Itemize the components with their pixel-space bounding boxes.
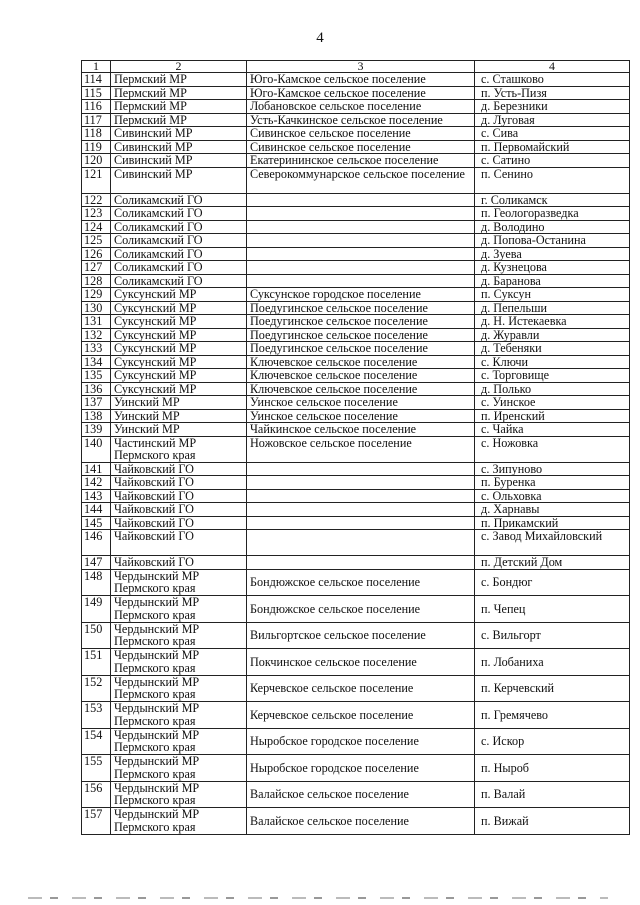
settlement-cell: Поедугинское сельское поселение: [247, 315, 475, 329]
district-cell: Чайковский ГО: [111, 516, 247, 530]
settlement-cell: Суксунское городское поселение: [247, 288, 475, 302]
column-header: 2: [111, 61, 247, 73]
district-cell: Сивинский МР: [111, 140, 247, 154]
locality-cell: с. Завод Михайловский: [475, 530, 630, 556]
district-cell: Соликамский ГО: [111, 220, 247, 234]
row-number-cell: 120: [82, 154, 111, 168]
locality-cell: п. Лобаниха: [475, 649, 630, 676]
row-number-cell: 151: [82, 649, 111, 676]
table-row: [82, 140, 630, 154]
district-cell: Чердынский МР Пермского края: [111, 596, 247, 623]
settlement-cell: [247, 234, 475, 248]
locality-cell: п. Ныроб: [475, 755, 630, 782]
district-cell: Суксунский МР: [111, 369, 247, 383]
row-number-cell: 115: [82, 86, 111, 100]
locality-cell: г. Соликамск: [475, 193, 630, 207]
settlement-cell: Валайское сельское поселение: [247, 808, 475, 835]
table-row: [82, 247, 630, 261]
row-number-cell: 140: [82, 436, 111, 462]
district-cell: Соликамский ГО: [111, 261, 247, 275]
settlement-cell: Керчевское сельское поселение: [247, 675, 475, 702]
row-number-cell: 122: [82, 193, 111, 207]
locality-cell: д. Зуева: [475, 247, 630, 261]
row-number-cell: 136: [82, 382, 111, 396]
table-row: [82, 193, 630, 207]
row-number-cell: 121: [82, 167, 111, 193]
row-number-cell: 119: [82, 140, 111, 154]
settlement-cell: Уинское сельское поселение: [247, 396, 475, 410]
settlement-cell: Валайское сельское поселение: [247, 781, 475, 808]
table-row: [82, 423, 630, 437]
table-row: [82, 622, 630, 649]
locality-cell: с. Ножовка: [475, 436, 630, 462]
table-row: [82, 649, 630, 676]
district-cell: Чайковский ГО: [111, 503, 247, 517]
table-row: [82, 556, 630, 570]
locality-cell: п. Первомайский: [475, 140, 630, 154]
district-cell: Чайковский ГО: [111, 489, 247, 503]
locality-cell: с. Искор: [475, 728, 630, 755]
table-row: [82, 503, 630, 517]
settlement-cell: Бондюжское сельское поселение: [247, 596, 475, 623]
localities-table: [81, 60, 630, 835]
settlement-cell: [247, 247, 475, 261]
locality-cell: п. Вижай: [475, 808, 630, 835]
row-number-cell: 150: [82, 622, 111, 649]
settlement-cell: Северокоммунарское сельское поселение: [247, 167, 475, 193]
district-cell: Чердынский МР Пермского края: [111, 649, 247, 676]
settlement-cell: Покчинское сельское поселение: [247, 649, 475, 676]
district-cell: Соликамский ГО: [111, 207, 247, 221]
row-number-cell: 129: [82, 288, 111, 302]
settlement-cell: Ножовское сельское поселение: [247, 436, 475, 462]
table-row: [82, 234, 630, 248]
settlement-cell: Ключевское сельское поселение: [247, 355, 475, 369]
settlement-cell: Поедугинское сельское поселение: [247, 301, 475, 315]
locality-cell: с. Сташково: [475, 73, 630, 87]
district-cell: Чердынский МР Пермского края: [111, 808, 247, 835]
settlement-cell: Ключевское сельское поселение: [247, 369, 475, 383]
row-number-cell: 141: [82, 462, 111, 476]
table-row: [82, 100, 630, 114]
locality-cell: п. Иренский: [475, 409, 630, 423]
table-row: [82, 86, 630, 100]
settlement-cell: [247, 503, 475, 517]
row-number-cell: 147: [82, 556, 111, 570]
table-row: [82, 369, 630, 383]
row-number-cell: 144: [82, 503, 111, 517]
settlement-cell: [247, 193, 475, 207]
table-row: [82, 462, 630, 476]
locality-cell: д. Березники: [475, 100, 630, 114]
table-row: [82, 728, 630, 755]
locality-cell: п. Керчевский: [475, 675, 630, 702]
table-row: [82, 315, 630, 329]
row-number-cell: 143: [82, 489, 111, 503]
locality-cell: с. Зипуново: [475, 462, 630, 476]
locality-cell: п. Чепец: [475, 596, 630, 623]
row-number-cell: 157: [82, 808, 111, 835]
locality-cell: п. Валай: [475, 781, 630, 808]
locality-cell: п. Прикамский: [475, 516, 630, 530]
row-number-cell: 123: [82, 207, 111, 221]
district-cell: Соликамский ГО: [111, 274, 247, 288]
table-row: [82, 489, 630, 503]
row-number-cell: 153: [82, 702, 111, 729]
row-number-cell: 133: [82, 342, 111, 356]
table-row: [82, 127, 630, 141]
district-cell: Сивинский МР: [111, 127, 247, 141]
settlement-cell: Бондюжское сельское поселение: [247, 569, 475, 596]
locality-cell: п. Суксун: [475, 288, 630, 302]
settlement-cell: Ныробское городское поселение: [247, 728, 475, 755]
locality-cell: п. Сенино: [475, 167, 630, 193]
settlement-cell: [247, 220, 475, 234]
district-cell: Чердынский МР Пермского края: [111, 569, 247, 596]
district-cell: Суксунский МР: [111, 301, 247, 315]
settlement-cell: Поедугинское сельское поселение: [247, 342, 475, 356]
row-number-cell: 146: [82, 530, 111, 556]
row-number-cell: 139: [82, 423, 111, 437]
locality-cell: д. Володино: [475, 220, 630, 234]
table-row: [82, 382, 630, 396]
row-number-cell: 156: [82, 781, 111, 808]
column-header: 3: [247, 61, 475, 73]
district-cell: Суксунский МР: [111, 342, 247, 356]
row-number-cell: 130: [82, 301, 111, 315]
locality-cell: п. Усть-Пизя: [475, 86, 630, 100]
district-cell: Чайковский ГО: [111, 556, 247, 570]
table-row: [82, 675, 630, 702]
locality-cell: с. Уинское: [475, 396, 630, 410]
settlement-cell: Сивинское сельское поселение: [247, 140, 475, 154]
district-cell: Суксунский МР: [111, 288, 247, 302]
row-number-cell: 124: [82, 220, 111, 234]
table-header-row: [82, 61, 630, 73]
table-row: [82, 167, 630, 193]
row-number-cell: 126: [82, 247, 111, 261]
settlement-cell: Ключевское сельское поселение: [247, 382, 475, 396]
table-row: [82, 409, 630, 423]
locality-cell: д. Полько: [475, 382, 630, 396]
district-cell: Уинский МР: [111, 409, 247, 423]
row-number-cell: 145: [82, 516, 111, 530]
table-row: [82, 808, 630, 835]
table-row: [82, 261, 630, 275]
settlement-cell: [247, 274, 475, 288]
table-row: [82, 755, 630, 782]
row-number-cell: 128: [82, 274, 111, 288]
district-cell: Сивинский МР: [111, 154, 247, 168]
row-number-cell: 148: [82, 569, 111, 596]
settlement-cell: [247, 530, 475, 556]
settlement-cell: Чайкинское сельское поселение: [247, 423, 475, 437]
settlement-cell: Вильгортское сельское поселение: [247, 622, 475, 649]
locality-cell: с. Сатино: [475, 154, 630, 168]
locality-cell: д. Журавли: [475, 328, 630, 342]
row-number-cell: 149: [82, 596, 111, 623]
table-row: [82, 220, 630, 234]
district-cell: Соликамский ГО: [111, 193, 247, 207]
row-number-cell: 132: [82, 328, 111, 342]
locality-cell: с. Ключи: [475, 355, 630, 369]
row-number-cell: 154: [82, 728, 111, 755]
settlement-cell: Юго-Камское сельское поселение: [247, 73, 475, 87]
locality-cell: д. Н. Истекаевка: [475, 315, 630, 329]
table-row: [82, 569, 630, 596]
row-number-cell: 116: [82, 100, 111, 114]
locality-cell: п. Детский Дом: [475, 556, 630, 570]
district-cell: Уинский МР: [111, 396, 247, 410]
settlement-cell: [247, 462, 475, 476]
table-row: [82, 288, 630, 302]
settlement-cell: Лобановское сельское поселение: [247, 100, 475, 114]
locality-cell: с. Чайка: [475, 423, 630, 437]
settlement-cell: [247, 476, 475, 490]
locality-cell: д. Кузнецова: [475, 261, 630, 275]
settlement-cell: [247, 261, 475, 275]
district-cell: Суксунский МР: [111, 382, 247, 396]
table-row: [82, 530, 630, 556]
district-cell: Чайковский ГО: [111, 462, 247, 476]
locality-cell: п. Геологоразведка: [475, 207, 630, 221]
row-number-cell: 127: [82, 261, 111, 275]
district-cell: Уинский МР: [111, 423, 247, 437]
district-cell: Чердынский МР Пермского края: [111, 728, 247, 755]
row-number-cell: 137: [82, 396, 111, 410]
table-row: [82, 781, 630, 808]
settlement-cell: Усть-Качкинское сельское поселение: [247, 113, 475, 127]
scan-artifact-line: [28, 897, 608, 899]
locality-cell: д. Луговая: [475, 113, 630, 127]
table-row: [82, 516, 630, 530]
row-number-cell: 114: [82, 73, 111, 87]
district-cell: Чайковский ГО: [111, 476, 247, 490]
district-cell: Чердынский МР Пермского края: [111, 675, 247, 702]
locality-cell: д. Харнавы: [475, 503, 630, 517]
table-row: [82, 301, 630, 315]
locality-cell: с. Сива: [475, 127, 630, 141]
district-cell: Суксунский МР: [111, 315, 247, 329]
district-cell: Чердынский МР Пермского края: [111, 755, 247, 782]
column-header: 4: [475, 61, 630, 73]
row-number-cell: 142: [82, 476, 111, 490]
locality-cell: с. Ольховка: [475, 489, 630, 503]
settlement-cell: Юго-Камское сельское поселение: [247, 86, 475, 100]
table-row: [82, 154, 630, 168]
district-cell: Соликамский ГО: [111, 234, 247, 248]
table-row: [82, 396, 630, 410]
locality-cell: д. Попова-Останина: [475, 234, 630, 248]
settlement-cell: Керчевское сельское поселение: [247, 702, 475, 729]
locality-cell: с. Вильгорт: [475, 622, 630, 649]
page-number: 4: [316, 30, 324, 46]
settlement-cell: Поедугинское сельское поселение: [247, 328, 475, 342]
district-cell: Соликамский ГО: [111, 247, 247, 261]
locality-cell: д. Тебеняки: [475, 342, 630, 356]
settlement-cell: [247, 556, 475, 570]
settlement-cell: Сивинское сельское поселение: [247, 127, 475, 141]
settlement-cell: Ныробское городское поселение: [247, 755, 475, 782]
row-number-cell: 118: [82, 127, 111, 141]
district-cell: Чердынский МР Пермского края: [111, 702, 247, 729]
settlement-cell: Екатерининское сельское поселение: [247, 154, 475, 168]
column-header: 1: [82, 61, 111, 73]
settlement-cell: [247, 516, 475, 530]
row-number-cell: 131: [82, 315, 111, 329]
district-cell: Пермский МР: [111, 73, 247, 87]
district-cell: Пермский МР: [111, 100, 247, 114]
table-row: [82, 596, 630, 623]
row-number-cell: 125: [82, 234, 111, 248]
table-row: [82, 73, 630, 87]
settlement-cell: [247, 207, 475, 221]
row-number-cell: 155: [82, 755, 111, 782]
row-number-cell: 134: [82, 355, 111, 369]
table-row: [82, 476, 630, 490]
table-row: [82, 207, 630, 221]
district-cell: Сивинский МР: [111, 167, 247, 193]
locality-cell: с. Бондюг: [475, 569, 630, 596]
district-cell: Чайковский ГО: [111, 530, 247, 556]
table-row: [82, 702, 630, 729]
district-cell: Пермский МР: [111, 86, 247, 100]
table-row: [82, 355, 630, 369]
locality-cell: д. Баранова: [475, 274, 630, 288]
district-cell: Суксунский МР: [111, 355, 247, 369]
district-cell: Частинский МР Пермского края: [111, 436, 247, 462]
district-cell: Суксунский МР: [111, 328, 247, 342]
row-number-cell: 152: [82, 675, 111, 702]
locality-cell: с. Торговище: [475, 369, 630, 383]
row-number-cell: 135: [82, 369, 111, 383]
district-cell: Пермский МР: [111, 113, 247, 127]
table-row: [82, 436, 630, 462]
locality-cell: п. Гремячево: [475, 702, 630, 729]
locality-cell: д. Пепельши: [475, 301, 630, 315]
row-number-cell: 117: [82, 113, 111, 127]
table-row: [82, 328, 630, 342]
settlement-cell: Уинское сельское поселение: [247, 409, 475, 423]
locality-cell: п. Буренка: [475, 476, 630, 490]
table-row: [82, 113, 630, 127]
settlement-cell: [247, 489, 475, 503]
row-number-cell: 138: [82, 409, 111, 423]
table-row: [82, 274, 630, 288]
district-cell: Чердынский МР Пермского края: [111, 781, 247, 808]
district-cell: Чердынский МР Пермского края: [111, 622, 247, 649]
table-row: [82, 342, 630, 356]
